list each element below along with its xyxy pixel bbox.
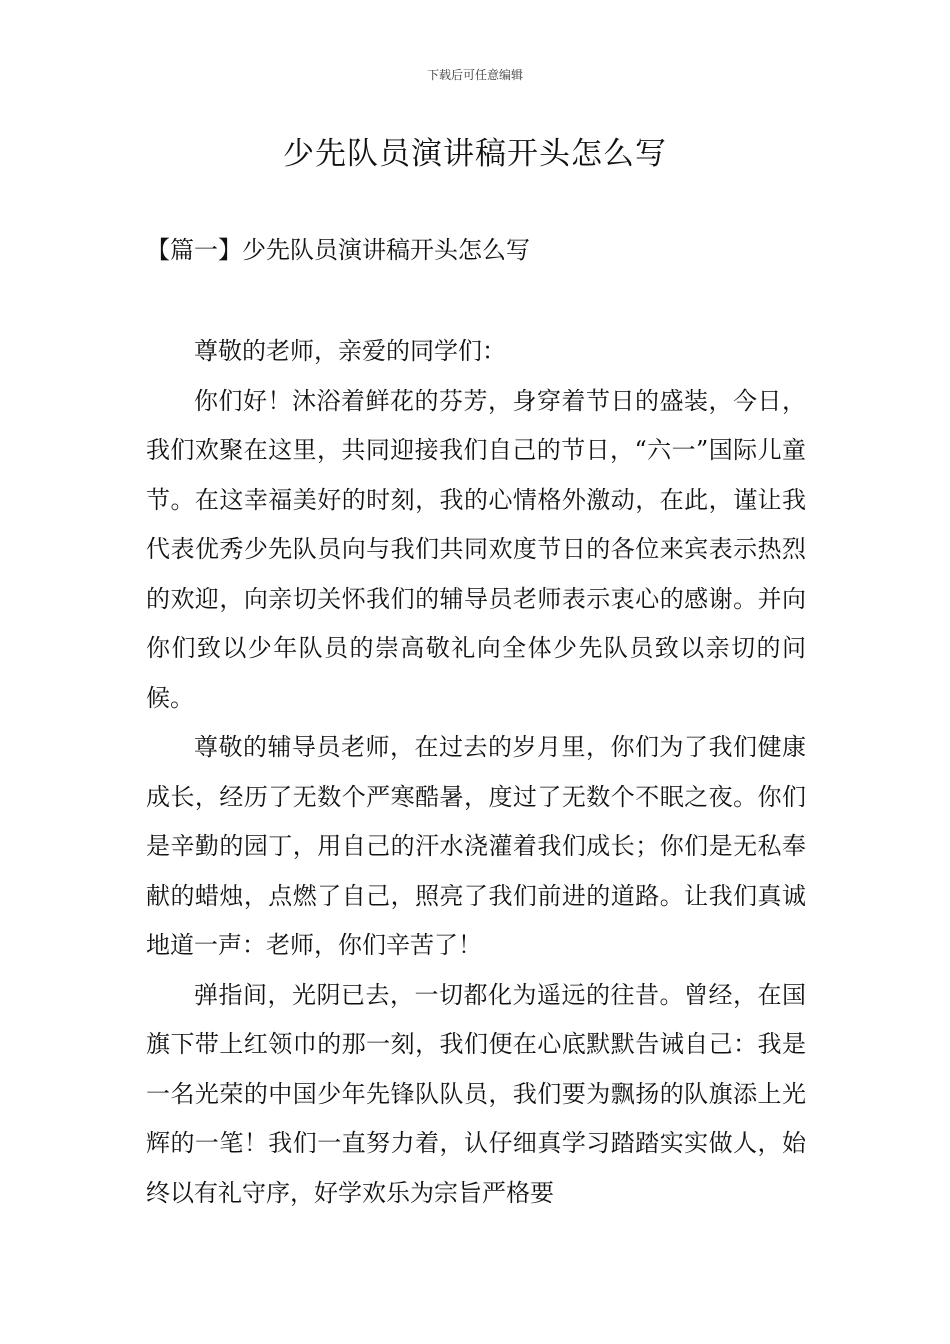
document-body <box>146 327 806 1218</box>
paragraph: 你们好！沐浴着鲜花的芬芳，身穿着节日的盛装，今日，我们欢聚在这里，共同迎接我们自己的节日，“六一”国际儿童节。在这幸福美好的时刻，我的心情格外激动，在此，谨让我代表优秀少先队员向与我们共同欢度节日的各位来宾表示热烈的欢迎，向亲切关怀我们的辅导员老师表示衷心的感谢。并向你们致以少年队员的崇高敬礼向全体少先队员致以亲切的问候。 <box>146 386 806 712</box>
section-heading: 【篇一】少先队员演讲稿开头怎么写 <box>146 236 530 264</box>
header-note: 下载后可任意编辑 <box>426 68 523 82</box>
paragraph: 弹指间，光阴已去，一切都化为遥远的往昔。曾经，在国旗下带上红领巾的那一刻，我们便在心底默默告诫自己：我是一名光荣的中国少年先锋队队员，我们要为飘扬的队旗添上光辉的一笔！我们一直努力着，认仔细真学习踏踏实实做人，始终以有礼守序，好学欢乐为宗旨严格要 <box>146 980 806 1207</box>
document-title: 少先队员演讲稿开头怎么写 <box>283 136 667 172</box>
paragraph-greeting: 尊敬的老师，亲爱的同学们： <box>194 337 506 365</box>
paragraph: 尊敬的辅导员老师，在过去的岁月里，你们为了我们健康成长，经历了无数个严寒酷暑，度过了无数个不眠之夜。你们是辛勤的园丁，用自己的汗水浇灌着我们成长；你们是无私奉献的蜡烛，点燃了自己，照亮了我们前进的道路。让我们真诚地道一声：老师，你们辛苦了！ <box>146 733 806 959</box>
